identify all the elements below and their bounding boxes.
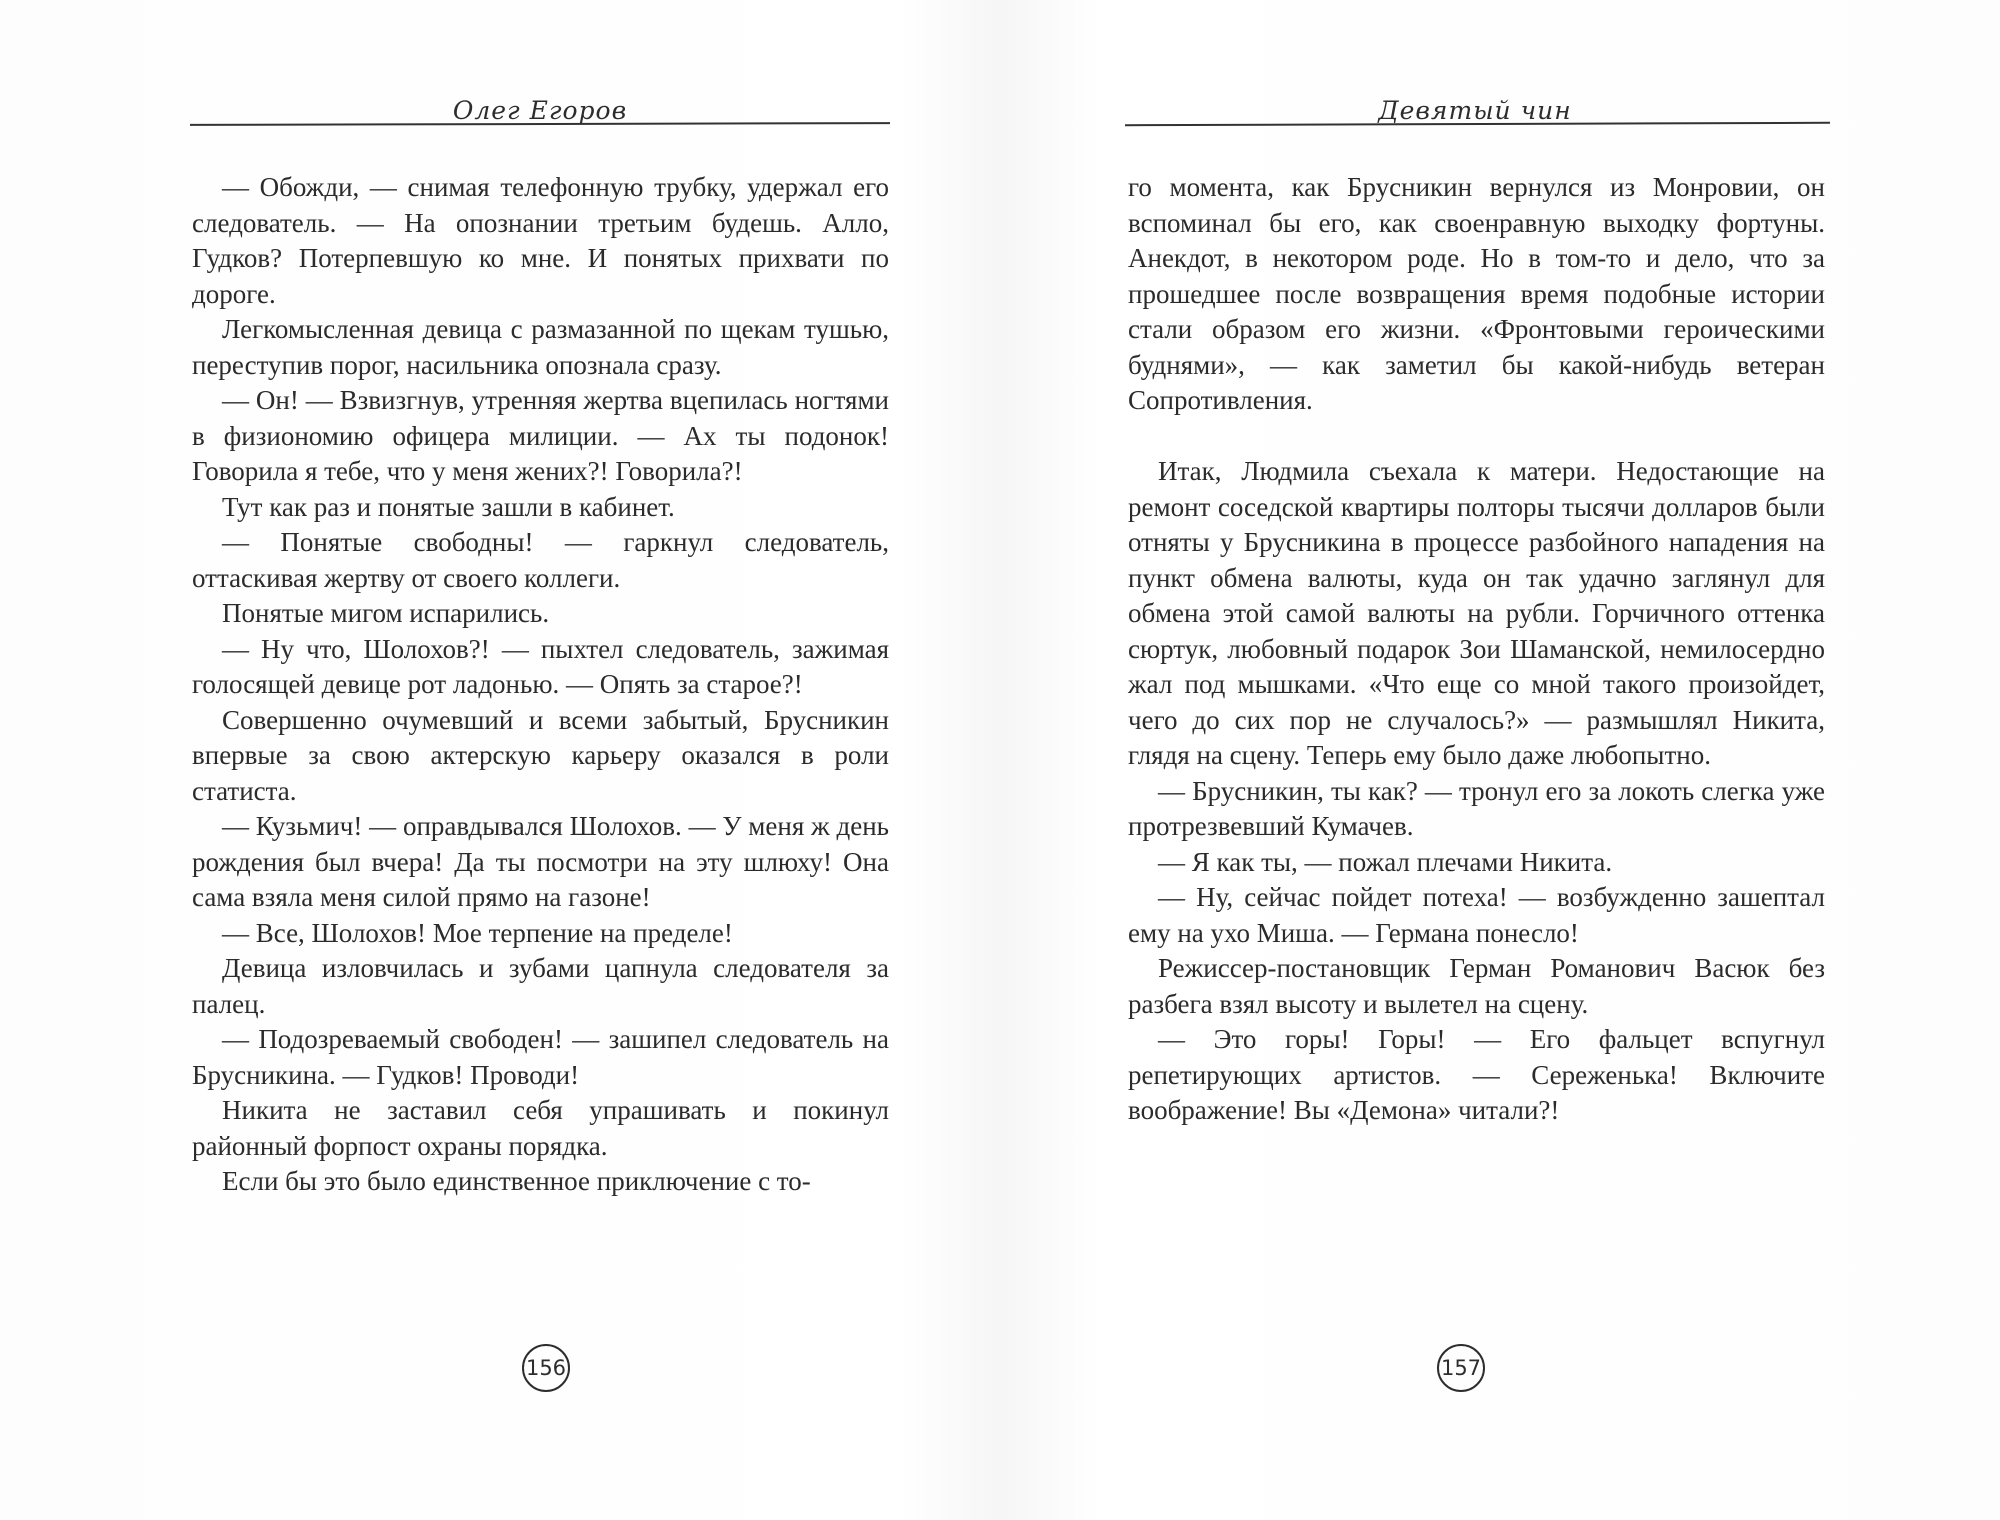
paragraph: — Брусникин, ты как? — тронул его за локоть слегка уже протрезвевший Кумачев.	[1128, 775, 1825, 841]
page-number: 156	[525, 1356, 567, 1380]
paragraph-continuation: го момента, как Брусникин вернулся из Монровии, он вспоминал бы его, как своенравную выходку фортуны. Анекдот, в некотором роде. Но в том-то и дело, что за прошедшее после возвращения время подобные истории стали образом его жизни. «Фронтовыми героическими буднями», — как заметил бы какой-нибудь ветеран Сопротивления.	[1128, 172, 1825, 415]
paragraph: — Понятые свободны! — гаркнул следователь, оттаскивая жертву от своего коллеги.	[192, 527, 889, 593]
running-head-title: Девятый чин	[1378, 96, 1572, 125]
paragraph: — Это горы! Горы! — Его фальцет вспугнул репетирующих артистов. — Сереженька! Включите воображение! Вы «Демона» читали?!	[1128, 1024, 1825, 1125]
paragraph: — Обожди, — снимая телефонную трубку, удержал его следователь. — На опознании третьим будешь. Алло, Гудков? Потерпевшую ко мне. И понятых прихвати по дороге.	[192, 172, 889, 309]
paragraph: Итак, Людмила съехала к матери. Недостающие на ремонт соседской квартиры полторы тысячи долларов были отняты у Брусникина в процессе разбойного нападения на пункт обмена валюты, куда он так удачно заглянул для обмена этой самой валюты на рубли. Горчичного оттенка сюртук, любовный подарок Зои Шаманской, немилосердно жал под мышками. «Что еще со мной такого произойдет, чего до сих пор не случалось?» — размышлял Никита, глядя на сцену. Теперь ему было даже любопытно.	[1128, 456, 1825, 770]
paragraph: Совершенно очумевший и всеми забытый, Брусникин впервые за свою актерскую карьеру оказался в роли статиста.	[192, 704, 889, 806]
paragraph: Понятые мигом испарились.	[222, 598, 550, 628]
header-rule	[190, 122, 890, 126]
paragraph: Тут как раз и понятые зашли в кабинет.	[222, 491, 675, 522]
paragraph: Никита не заставил себя упрашивать и покинул районный форпост охраны порядка.	[192, 1095, 889, 1161]
page-number-badge	[522, 1344, 570, 1392]
right-page	[1000, 0, 2000, 1520]
paragraph: — Подозреваемый свободен! — зашипел следователь на Брусникина. — Гудков! Проводи!	[192, 1024, 889, 1090]
paragraph: — Он! — Взвизгнув, утренняя жертва вцепилась ногтями в физиономию офицера милиции. — Ах ты подонок! Говорила я тебе, что у меня жених?! Говорила?!	[192, 385, 889, 486]
page-number: 157	[1440, 1356, 1482, 1380]
paragraph: Режиссер-постановщик Герман Романович Васюк без разбега взял высоту и вылетел на сцену.	[1128, 953, 1825, 1019]
paragraph: — Ну что, Шолохов?! — пыхтел следователь, зажимая голосящей девице рот ладонью. — Опять за старое?!	[192, 633, 889, 699]
paragraph: — Ну, сейчас пойдет потеха! — возбужденно зашептал ему на ухо Миша. — Германа понесло!	[1128, 882, 1825, 948]
right-page-body	[1128, 170, 1825, 1129]
paragraph: — Все, Шолохов! Мое терпение на пределе!	[222, 917, 733, 948]
paragraph: Если бы это было единственное приключение с то-	[222, 1166, 811, 1196]
paragraph: Девица изловчилась и зубами цапнула следователя за палец.	[192, 953, 889, 1019]
paragraph: — Кузьмич! — оправдывался Шолохов. — У меня ж день рождения был вчера! Да ты посмотри на эту шлюху! Она сама взяла меня силой прямо на газоне!	[192, 811, 889, 912]
left-page-body	[192, 170, 889, 1200]
running-head-author: Олег Егоров	[452, 96, 628, 125]
page-number-badge	[1437, 1344, 1485, 1392]
paragraph: Легкомысленная девица с размазанной по щекам тушью, переступив порог, насильника опознала сразу.	[192, 314, 889, 380]
paragraph: — Я как ты, — пожал плечами Никита.	[1158, 846, 1613, 877]
